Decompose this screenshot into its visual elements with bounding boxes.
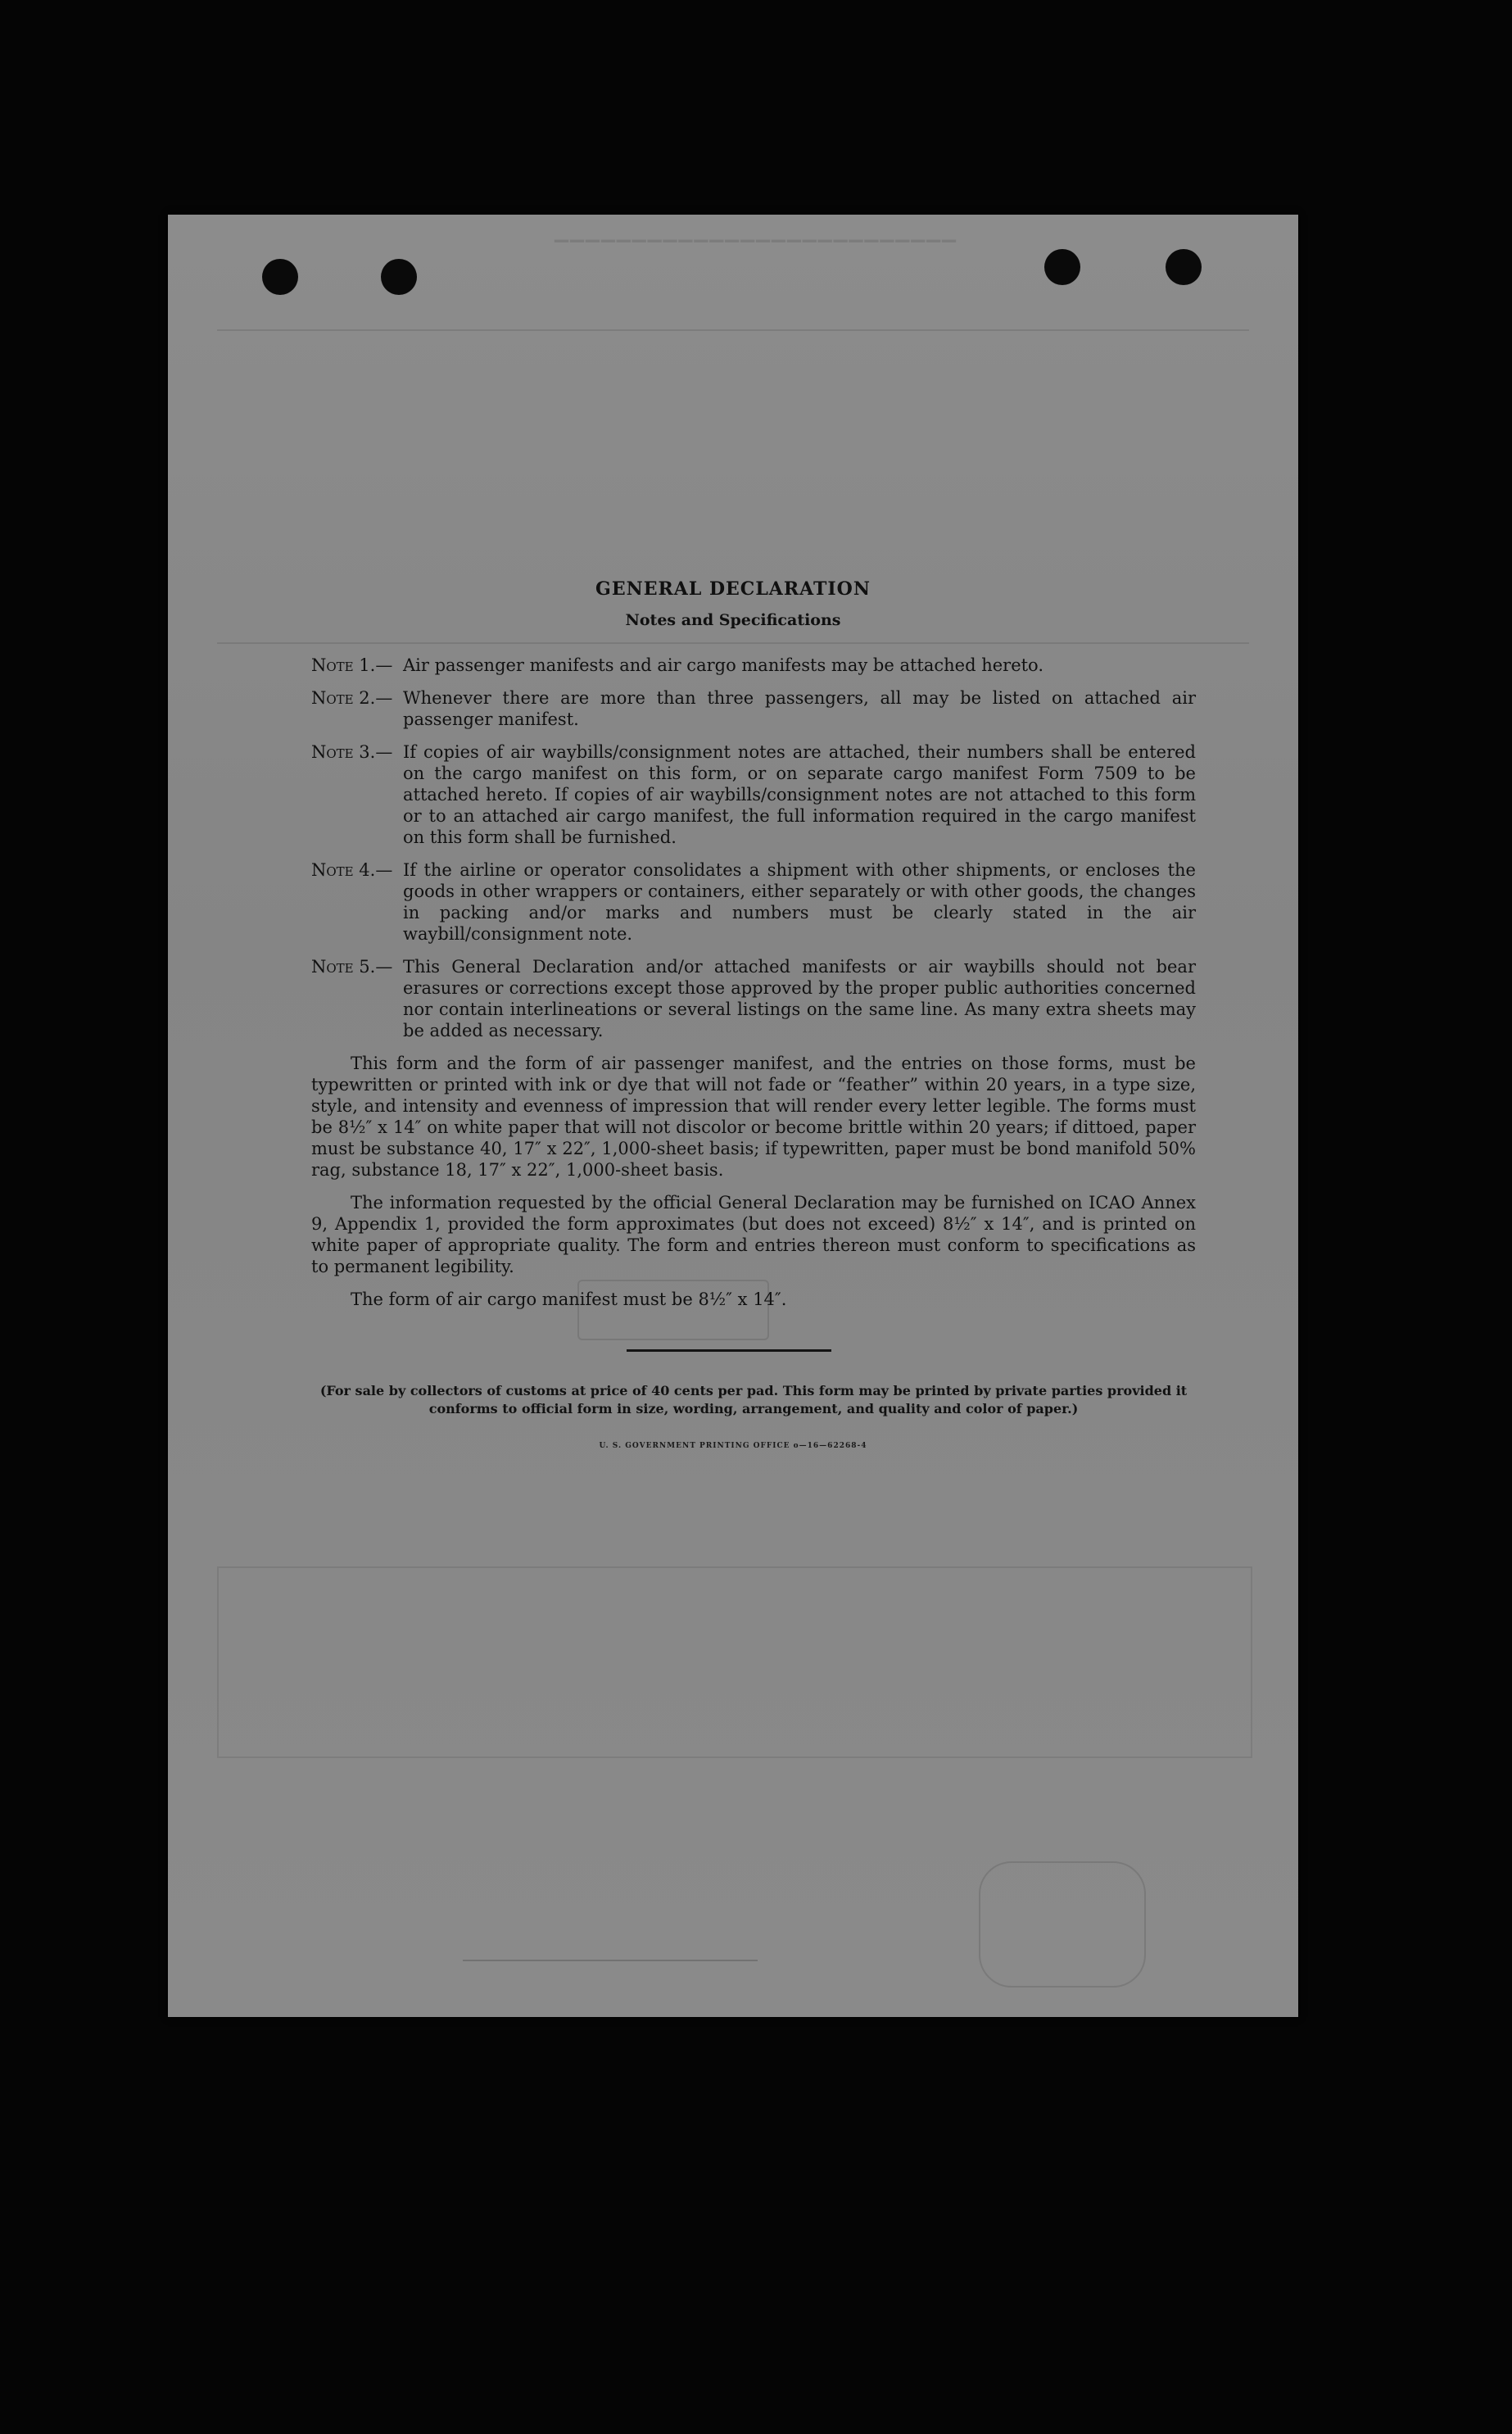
sale-note: (For sale by collectors of customs at price of 40 cents per pad. This form may be printed by private parties provided it conforms to official form in size, wording, arrangement, and quality and color of paper.) <box>319 1383 1188 1416</box>
specification-paragraph: This form and the form of air passenger manifest, and the entries on those forms, must be typewritten or printed with ink or dye that will not fade or “feather” within 20 years, in a type size, style, and intensity and evenness of impression that will render every letter legible. The forms must be 8½″ x 14″ on white paper that will not discolor or become brittle within 20 years; if dittoed, paper must be substance 40, 17″ x 22″, 1,000-sheet basis; if typewritten, paper must be bond manifold 50% rag, substance 18, 17″ x 22″, 1,000-sheet basis. <box>311 1054 1196 1180</box>
note-text: Whenever there are more than three passengers, all may be listed on attached air passenger manifest. <box>403 688 1196 729</box>
note-item <box>311 687 1196 730</box>
faint-bracket-mark <box>979 1861 1146 1988</box>
note-item <box>311 741 1196 848</box>
page-subtitle: Notes and Specifications <box>625 611 841 629</box>
note-label: Note 4.— <box>311 860 393 880</box>
note-text: This General Declaration and/or attached manifests or air waybills should not bear erasures or corrections except those approved by the proper public authorities concerned nor contain interlineations or several listings on the same line. As many extra sheets may be added as necessary. <box>403 957 1196 1040</box>
note-label: Note 5.— <box>311 957 393 977</box>
punch-hole <box>381 259 417 295</box>
note-label: Note 3.— <box>311 742 393 762</box>
notes-section <box>311 655 1196 1321</box>
note-item <box>311 655 1196 676</box>
note-text: Air passenger manifests and air cargo manifests may be attached hereto. <box>403 655 1044 675</box>
note-text: If the airline or operator consolidates a shipment with other shipments, or encloses the goods in other wrappers or containers, either separately or with other goods, the changes in packing and/or marks and numbers must be clearly stated in the air waybill/consignment note. <box>403 860 1196 944</box>
punch-hole <box>262 259 298 295</box>
document-page <box>168 215 1298 2017</box>
faint-signature-mark <box>463 1927 758 1961</box>
printer-imprint: U. S. GOVERNMENT PRINTING OFFICE o—16—62268-4 <box>599 1442 867 1450</box>
specification-paragraph: The information requested by the official General Declaration may be furnished on ICAO Annex 9, Appendix 1, provided the form approximates (but does not exceed) 8½″ x 14″, and is printed on white paper of appropriate quality. The form and entries thereon must conform to specifications as to permanent legibility. <box>311 1193 1196 1276</box>
bleed-through-header: ▔▔▔▔▔▔▔▔▔▔▔▔▔▔▔▔▔▔▔▔▔▔▔▔▔▔ <box>553 241 956 261</box>
punch-hole <box>1044 249 1080 285</box>
punch-hole <box>1166 249 1202 285</box>
bleed-through-table <box>217 1566 1252 1758</box>
note-label: Note 1.— <box>311 655 393 675</box>
note-label: Note 2.— <box>311 688 393 708</box>
note-item <box>311 956 1196 1041</box>
page-title: GENERAL DECLARATION <box>595 578 871 600</box>
divider-rule <box>627 1349 831 1352</box>
note-item <box>311 859 1196 945</box>
specification-paragraph: The form of air cargo manifest must be 8½″ x 14″. <box>351 1290 787 1309</box>
note-text: If copies of air waybills/consignment notes are attached, their numbers shall be entered on the cargo manifest on this form, or on separate cargo manifest Form 7509 to be attached hereto. If copies of air waybills/consignment notes are not attached to this form or to an attached air cargo manifest, the full information required in the cargo manifest on this form shall be furnished. <box>403 742 1196 847</box>
